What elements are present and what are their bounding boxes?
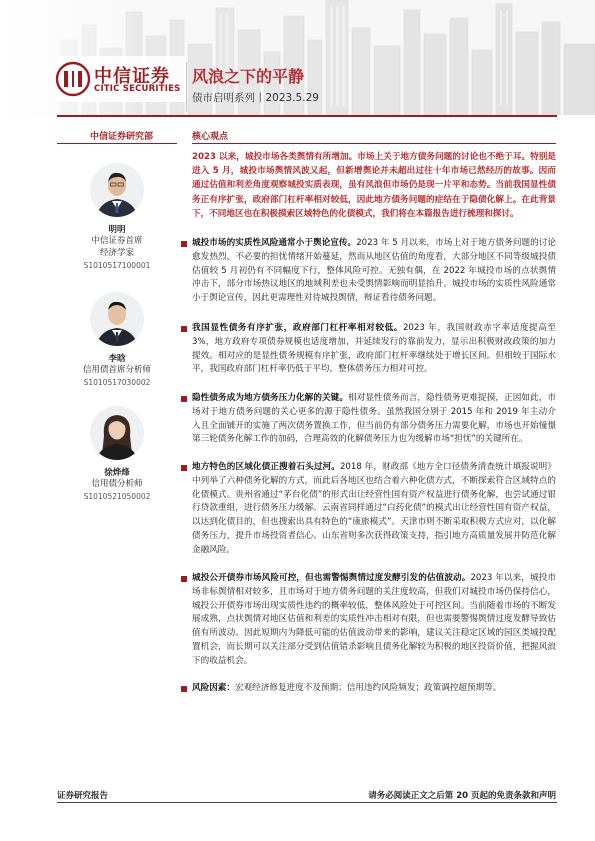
footer-disclaimer: 请务必阅读正文之后第 20 页起的免责条款和声明 [368,791,556,801]
key-point [192,682,556,696]
analyst-license-id: S1010521050002 [83,492,151,501]
analyst-role: 中信证券首席 [91,236,143,246]
right-heading-rule [192,143,556,144]
left-heading-rule [57,143,177,144]
analyst-name: 徐烨烽 [104,468,130,478]
analyst-photo [90,163,144,217]
key-point-lead: 隐性债务成为地方债务压力化解的关键。 [192,393,349,403]
analyst-card [57,406,177,501]
analyst-role-line2: 经济学家 [99,248,134,258]
key-point-text: 2023 年 5 月以来，市场上对于地方债务问题的讨论愈发热烈，不必要的担忧情绪开始蔓延，然而从地区估值的角度看，大部分地区不同等级城投债估值较 5 月初仍有不同幅度下行，整体风险可控。无独有偶，在 2022 年城投市场的点状舆情冲击下，部分市场热议地区的地域利差也未受舆情影响而明显抬升。城投市场的实质性风险通常小于舆论宣传，因此更需理性对待城投舆情，辩证看待债务问题。 [192,238,556,304]
key-point [192,237,556,306]
report-title: 风浪之下的平静 [192,67,305,86]
header-divider [186,62,187,112]
key-point-lead: 城投公开债券市场风险可控，但也需警惕舆情过度发酵引发的估值波动。 [192,573,471,583]
key-point [192,572,556,669]
analyst-name: 明明 [108,225,126,235]
analyst-photo [90,292,144,346]
analyst-name: 李晗 [108,354,126,364]
brand-name-cn: 中信证券 [94,66,170,87]
key-point-lead: 城投市场的实质性风险通常小于舆论宣传。 [192,238,357,248]
core-summary: 2023 以来，城投市场各类舆情有所增加。市场上关于地方债务问题的讨论也不绝于耳。特别是进入 5 月，城投市场舆情风波又起，但新增舆论并未超出过往十年市场已然经历的故事。因而通过估值和利差角度观察城投实质表现，虽有风浪但市场仍是现一片平和态势。当前我国显性债务正有序扩张，政府部门杠杆率相对较低，因此地方债务问题的症结在于隐债化解上。在此背景下，不同地区也在积极摸索区域特色的化债模式，我们将在本篇报告进行梳理和探讨。 [192,152,556,219]
analyst-card [57,163,177,270]
bullet-square-icon [181,326,187,332]
key-point-text: 2018 年，财政部《地方全口径债务清查统计填报说明》中列举了六种债务化解的方式，而此后各地区也结合着六种化债方式，不断探索符合区域特点的化债模式。贵州省通过“茅台化债”的形式出让经营性国有资产权益进行债务化解，也尝试通过银行贷款重组，进行债务压力缓解。云南省同样通过“白药化债”的模式出让经营性国有资产权益，以达到化债目的，但也搜索出具有特色的“康旅模式”。天津市则不断采取积极方式应对，以化解债务压力，提升市场投资者信心。山东省则多次获得政策支持，指引地方高质量发展并防范化解金融风险。 [192,462,556,555]
analyst-license-id: S1010517030002 [83,378,151,387]
core-view-heading: 核心观点 [192,132,229,142]
risk-factors-label: 风险因素： [192,683,235,693]
bullet-square-icon [181,241,187,247]
report-subtitle: 债市启明系列丨2023.5.29 [192,92,319,104]
key-point-text: 2023 年，我国财政赤字率适度提高至 3%，地方政府专项债券规模也适度增加，并延续发行的靠前发力，显示出积极财政政策的加力提效。相对应的是显性债务规模有序扩张，政府部门杠杆率继续处于增长区间。但相较于国际水平，我国政府部门杠杆率仍低于平均，整体债务压力相对可控。 [192,323,556,375]
key-point [192,322,556,377]
key-point-text: 2023 年以来，城投市场非标舆情相对较多，且市场对于地方债务问题的关注度较高，但我们对城投市场仍保持信心，城投公开债券市场出现实质性违约的概率较低，整体风险处于可控区间。当前随着市场的不断发展成熟，点状舆情对地区估值和利差的实质性冲击相对有限，但也需要警惕舆情过度发酵导致估值有所波动。因此短期内为降低可能的估值波动带来的影响，建议关注稳定区域的园区类城投配置机会，而长期可以关注部分受到估值错杀影响且债务化解较为积极的地区投资价值，把握风浪下的收益机会。 [192,573,556,666]
brand-name-en: CITIC SECURITIES [94,84,181,94]
analyst-card [57,292,177,387]
key-point [192,392,556,447]
report-header [0,0,595,115]
analyst-role: 信用债首席分析师 [82,365,151,375]
analyst-photo [90,406,144,460]
bullet-square-icon [181,686,187,692]
bullet-square-icon [181,396,187,402]
bullet-square-icon [181,465,187,471]
analyst-license-id: S1010517100001 [83,261,151,270]
analyst-role: 信用债分析师 [91,479,143,489]
header-rule [57,115,557,117]
risk-factors-text: 宏观经济修复进度不及预期；信用违约风险频发；政策调控超预期等。 [234,683,502,693]
footer-label: 证券研究报告 [57,791,109,801]
footer-rule [57,802,557,803]
bullet-square-icon [181,576,187,582]
key-point [192,461,556,558]
key-point-lead: 我国显性债务有序扩张，政府部门杠杆率相对较低。 [192,323,403,333]
research-dept-heading: 中信证券研究部 [90,132,154,142]
key-point-text: 相对显性债务而言，隐性债务更难捉摸，正因如此，市场对于地方债务问题的关心更多的源于隐性债务。虽然我国分别于 2015 年和 2019 年主动介入且全面铺开的实施了两次债务置换工作，但当前仍有部分债务压力需要化解，市场也开始憧憬第三轮债务化解工作的加码，合理高效的化解债务压力也为缓解市场“担忧”的关键所在。 [192,393,556,445]
key-point-lead: 地方特色的区域化债正搜着石头过河。 [192,462,340,472]
